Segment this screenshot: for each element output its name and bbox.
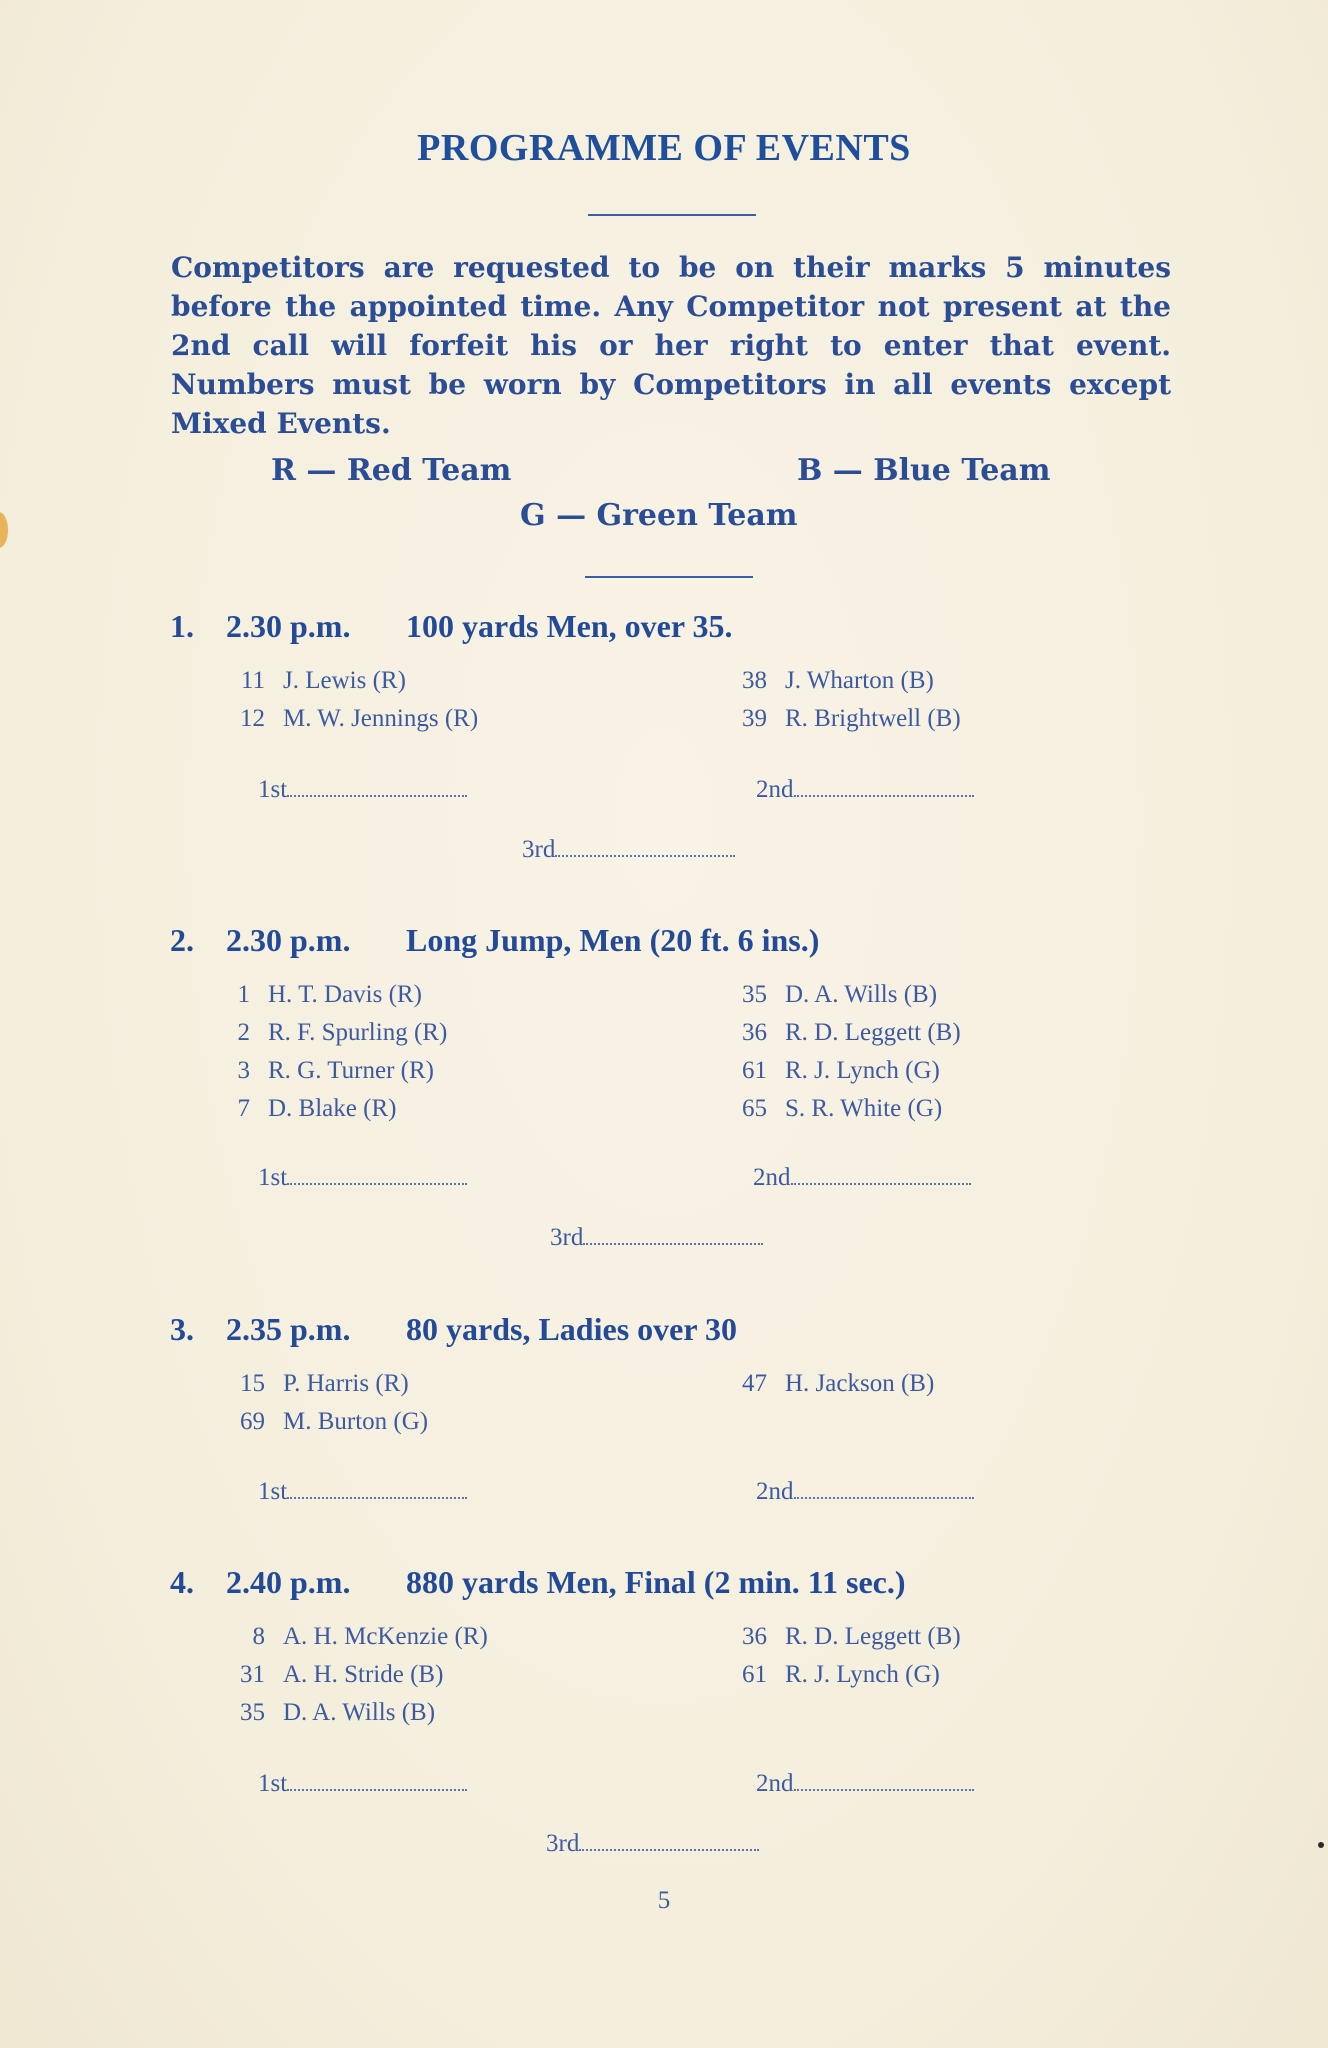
result-blank — [287, 795, 467, 797]
competitor-number: 39 — [742, 705, 767, 732]
result-blank — [287, 1789, 467, 1791]
team-key-green: G — Green Team — [520, 498, 798, 533]
result-blank — [555, 855, 735, 857]
competitor-name: A. H. Stride (B) — [283, 1661, 444, 1688]
third-place-line — [546, 1830, 759, 1858]
competitor-number: 35 — [240, 1699, 265, 1726]
event-number: 3. — [170, 1311, 194, 1347]
competitor-entry — [727, 1661, 940, 1689]
result-blank — [794, 1789, 974, 1791]
place-label: 1st — [258, 1478, 288, 1505]
event-heading — [170, 922, 819, 959]
competitor-name: J. Lewis (R) — [283, 667, 406, 694]
competitor-name: R. D. Leggett (B) — [785, 1623, 961, 1650]
competitor-name: R. J. Lynch (G) — [785, 1661, 940, 1688]
event-name: 880 yards Men, Final (2 min. 11 sec.) — [406, 1564, 906, 1600]
competitor-number: 3 — [237, 1057, 250, 1084]
place-label: 1st — [258, 1770, 288, 1797]
team-key-blue: B — Blue Team — [797, 453, 1051, 488]
competitor-number: 35 — [742, 981, 767, 1008]
page-title: PROGRAMME OF EVENTS — [417, 127, 911, 169]
competitor-number: 61 — [742, 1057, 767, 1084]
result-blank — [579, 1849, 759, 1851]
competitor-name: P. Harris (R) — [283, 1370, 409, 1397]
third-place-line — [522, 836, 735, 864]
first-place-line — [258, 1770, 467, 1798]
competitor-name: J. Wharton (B) — [785, 667, 934, 694]
competitor-entry — [225, 705, 478, 733]
second-place-line — [753, 1164, 971, 1192]
competitor-entry — [225, 1623, 488, 1651]
competitor-entry — [225, 1408, 428, 1436]
third-place-line — [550, 1224, 763, 1252]
competitor-name: D. Blake (R) — [268, 1095, 397, 1122]
competitor-name: D. A. Wills (B) — [785, 981, 938, 1008]
second-place-line — [756, 1770, 974, 1798]
competitor-number: 12 — [240, 705, 265, 732]
result-blank — [583, 1243, 763, 1245]
event-name: 100 yards Men, over 35. — [406, 608, 733, 644]
competitor-entry — [225, 1699, 435, 1727]
place-label: 3rd — [522, 836, 556, 863]
result-blank — [794, 795, 974, 797]
page-number: 5 — [657, 1887, 671, 1914]
competitor-entry — [727, 1623, 961, 1651]
place-label: 3rd — [546, 1830, 580, 1857]
competitor-entry — [210, 981, 422, 1009]
competitor-number: 2 — [237, 1019, 250, 1046]
event-name: 80 yards, Ladies over 30 — [406, 1311, 737, 1347]
competitor-number: 65 — [742, 1095, 767, 1122]
competitor-name: R. D. Leggett (B) — [785, 1019, 961, 1046]
competitor-number: 7 — [237, 1095, 250, 1122]
competitor-entry — [727, 1019, 961, 1047]
first-place-line — [258, 776, 467, 804]
competitor-name: M. W. Jennings (R) — [283, 705, 479, 732]
page-edge-stain — [0, 512, 8, 548]
event-number: 2. — [170, 922, 194, 958]
competitor-number: 36 — [742, 1019, 767, 1046]
competitor-name: S. R. White (G) — [785, 1095, 943, 1122]
competitor-entry — [225, 667, 406, 695]
place-label: 2nd — [756, 1770, 794, 1797]
event-heading — [170, 608, 732, 645]
result-blank — [794, 1497, 974, 1499]
place-label: 2nd — [756, 1478, 794, 1505]
competitor-entry — [727, 1057, 940, 1085]
place-label: 2nd — [753, 1164, 791, 1191]
result-blank — [791, 1183, 971, 1185]
competitor-entry — [210, 1019, 447, 1047]
second-place-line — [756, 776, 974, 804]
event-name: Long Jump, Men (20 ft. 6 ins.) — [406, 922, 820, 958]
competitor-name: R. J. Lynch (G) — [785, 1057, 940, 1084]
competitor-entry — [727, 667, 934, 695]
competitor-entry — [210, 1057, 434, 1085]
intro-paragraph: Competitors are requested to be on their marks 5 minutes before the appointed time. Any Competitor not present at the 2nd call will forfeit his or her right to enter that event. Numbers must be worn by Competitors in all events except Mixed Events. — [171, 251, 1171, 440]
key-divider — [585, 576, 753, 578]
event-heading — [170, 1564, 906, 1601]
competitor-entry — [225, 1370, 409, 1398]
place-label: 3rd — [550, 1224, 584, 1251]
competitor-number: 69 — [240, 1408, 265, 1435]
event-heading — [170, 1311, 737, 1348]
title-divider — [588, 214, 756, 216]
competitor-name: H. T. Davis (R) — [268, 981, 422, 1008]
result-blank — [287, 1183, 467, 1185]
first-place-line — [258, 1478, 467, 1506]
place-label: 2nd — [756, 776, 794, 803]
competitor-number: 1 — [237, 981, 250, 1008]
competitor-entry — [727, 981, 937, 1009]
competitor-name: A. H. McKenzie (R) — [283, 1623, 488, 1650]
competitor-name: R. F. Spurling (R) — [268, 1019, 448, 1046]
competitor-number: 61 — [742, 1661, 767, 1688]
competitor-number: 11 — [240, 667, 265, 694]
event-number: 4. — [170, 1564, 194, 1600]
event-time: 2.30 p.m. — [226, 922, 351, 958]
ink-speck — [1318, 1842, 1324, 1848]
event-time: 2.40 p.m. — [226, 1564, 351, 1600]
event-time: 2.30 p.m. — [226, 608, 351, 644]
place-label: 1st — [258, 1164, 288, 1191]
competitor-entry — [225, 1661, 443, 1689]
second-place-line — [756, 1478, 974, 1506]
competitor-number: 47 — [742, 1370, 767, 1397]
competitor-name: R. G. Turner (R) — [268, 1057, 434, 1084]
place-label: 1st — [258, 776, 288, 803]
team-key-red: R — Red Team — [271, 453, 512, 488]
competitor-number: 38 — [742, 667, 767, 694]
competitor-number: 8 — [252, 1623, 265, 1650]
competitor-name: R. Brightwell (B) — [785, 705, 961, 732]
competitor-entry — [727, 1370, 934, 1398]
competitor-name: H. Jackson (B) — [785, 1370, 935, 1397]
event-number: 1. — [170, 608, 194, 644]
event-time: 2.35 p.m. — [226, 1311, 351, 1347]
competitor-name: M. Burton (G) — [283, 1408, 429, 1435]
competitor-entry — [210, 1095, 396, 1123]
result-blank — [287, 1497, 467, 1499]
competitor-number: 15 — [240, 1370, 265, 1397]
competitor-entry — [727, 1095, 942, 1123]
first-place-line — [258, 1164, 467, 1192]
competitor-number: 36 — [742, 1623, 767, 1650]
competitor-name: D. A. Wills (B) — [283, 1699, 436, 1726]
competitor-entry — [727, 705, 961, 733]
competitor-number: 31 — [240, 1661, 265, 1688]
